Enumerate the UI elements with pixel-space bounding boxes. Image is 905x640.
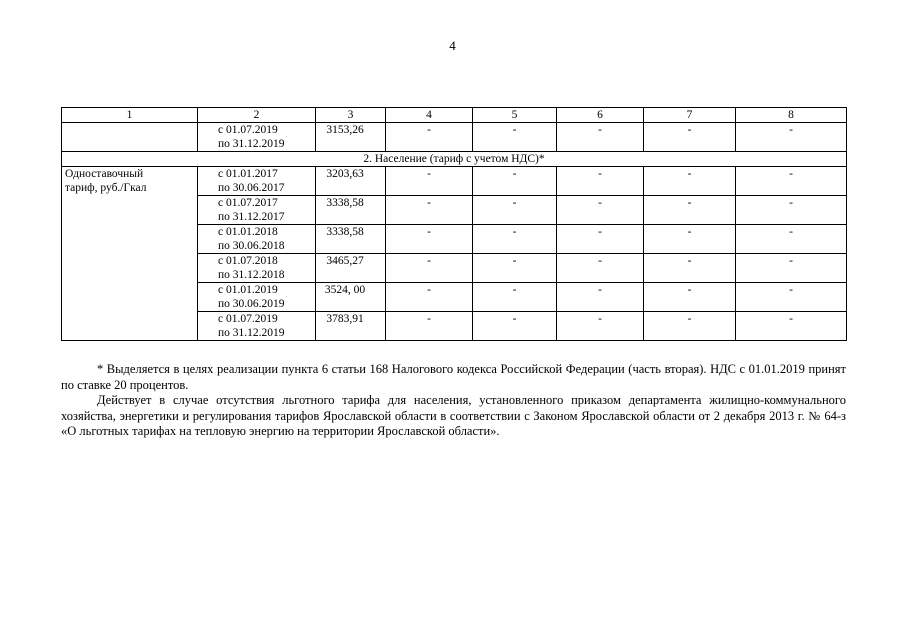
dash-cell: - [386, 312, 473, 341]
period-from: с 01.07.2019 [218, 313, 278, 325]
period-from: с 01.01.2018 [218, 226, 278, 238]
column-header-3: 3 [316, 108, 386, 123]
dash-cell: - [386, 254, 473, 283]
tariff-value: 3465,27 [316, 254, 386, 283]
dash-cell: - [736, 196, 847, 225]
period-to: по 30.06.2017 [218, 182, 285, 194]
dash-cell: - [557, 225, 644, 254]
column-header-1: 1 [62, 108, 198, 123]
column-header-6: 6 [557, 108, 644, 123]
period-to: по 31.12.2019 [218, 327, 285, 339]
table-row [62, 123, 847, 152]
dash-cell: - [473, 283, 557, 312]
dash-cell: - [473, 167, 557, 196]
empty-cell [62, 123, 198, 152]
column-header-4: 4 [386, 108, 473, 123]
dash-cell: - [473, 254, 557, 283]
dash-cell: - [386, 123, 473, 152]
dash-cell: - [736, 254, 847, 283]
tariff-type-line-1: Одноставочный [65, 168, 144, 180]
dash-cell: - [644, 283, 736, 312]
column-header-8: 8 [736, 108, 847, 123]
dash-cell: - [644, 254, 736, 283]
column-header-7: 7 [644, 108, 736, 123]
dash-cell: - [473, 225, 557, 254]
period-from: с 01.01.2019 [218, 284, 278, 296]
dash-cell: - [736, 167, 847, 196]
dash-cell: - [386, 196, 473, 225]
period-from: с 01.07.2018 [218, 255, 278, 267]
period-cell [198, 283, 316, 312]
period-cell [198, 167, 316, 196]
period-from: с 01.07.2019 [218, 124, 278, 136]
period-to: по 31.12.2018 [218, 269, 285, 281]
column-header-2: 2 [198, 108, 316, 123]
dash-cell: - [644, 225, 736, 254]
dash-cell: - [736, 283, 847, 312]
dash-cell: - [644, 167, 736, 196]
dash-cell: - [386, 225, 473, 254]
footnote: * Выделяется в целях реализации пункта 6 статьи 168 Налогового кодекса Российской Федерации (часть вторая). НДС с 01.01.2019 принят по ставке 20 процентов. [61, 362, 846, 392]
dash-cell: - [557, 196, 644, 225]
dash-cell: - [557, 312, 644, 341]
tariff-type-label [62, 167, 198, 341]
dash-cell: - [644, 123, 736, 152]
period-from: с 01.01.2017 [218, 168, 278, 180]
dash-cell: - [736, 225, 847, 254]
tariff-value: 3338,58 [316, 225, 386, 254]
page-number: 4 [449, 38, 456, 53]
dash-cell: - [473, 312, 557, 341]
table-row [62, 167, 847, 196]
column-header-5: 5 [473, 108, 557, 123]
table-header-row [62, 108, 847, 123]
tariff-value: 3338,58 [316, 196, 386, 225]
notes [61, 362, 846, 440]
dash-cell: - [386, 167, 473, 196]
dash-cell: - [557, 254, 644, 283]
period-cell [198, 123, 316, 152]
period-to: по 30.06.2019 [218, 298, 285, 310]
tariff-value: 3203,63 [316, 167, 386, 196]
dash-cell: - [557, 123, 644, 152]
period-cell [198, 196, 316, 225]
period-to: по 30.06.2018 [218, 240, 285, 252]
tariff-type-line-2: тариф, руб./Гкал [65, 182, 147, 194]
dash-cell: - [473, 123, 557, 152]
tariff-value: 3524, 00 [316, 283, 386, 312]
dash-cell: - [644, 312, 736, 341]
period-from: с 01.07.2017 [218, 197, 278, 209]
dash-cell: - [557, 167, 644, 196]
period-to: по 31.12.2017 [218, 211, 285, 223]
table-body [62, 108, 847, 341]
period-cell [198, 312, 316, 341]
dash-cell: - [386, 283, 473, 312]
section-row [62, 152, 847, 167]
note-paragraph: Действует в случае отсутствия льготного тарифа для населения, установленного приказом департамента жилищно-коммунального хозяйства, энергетики и регулирования тарифов Ярославской области в соответствии с Законом Ярославской области от 2 декабря 2013 г. № 64-з «О льготных тарифах на тепловую энергию на территории Ярославской области». [61, 393, 846, 438]
tariff-value: 3153,26 [316, 123, 386, 152]
dash-cell: - [557, 283, 644, 312]
section-title: 2. Население (тариф с учетом НДС)* [62, 152, 847, 167]
dash-cell: - [644, 196, 736, 225]
period-to: по 31.12.2019 [218, 138, 285, 150]
tariff-value: 3783,91 [316, 312, 386, 341]
dash-cell: - [736, 312, 847, 341]
tariff-table [61, 107, 847, 341]
dash-cell: - [736, 123, 847, 152]
dash-cell: - [473, 196, 557, 225]
period-cell [198, 254, 316, 283]
period-cell [198, 225, 316, 254]
